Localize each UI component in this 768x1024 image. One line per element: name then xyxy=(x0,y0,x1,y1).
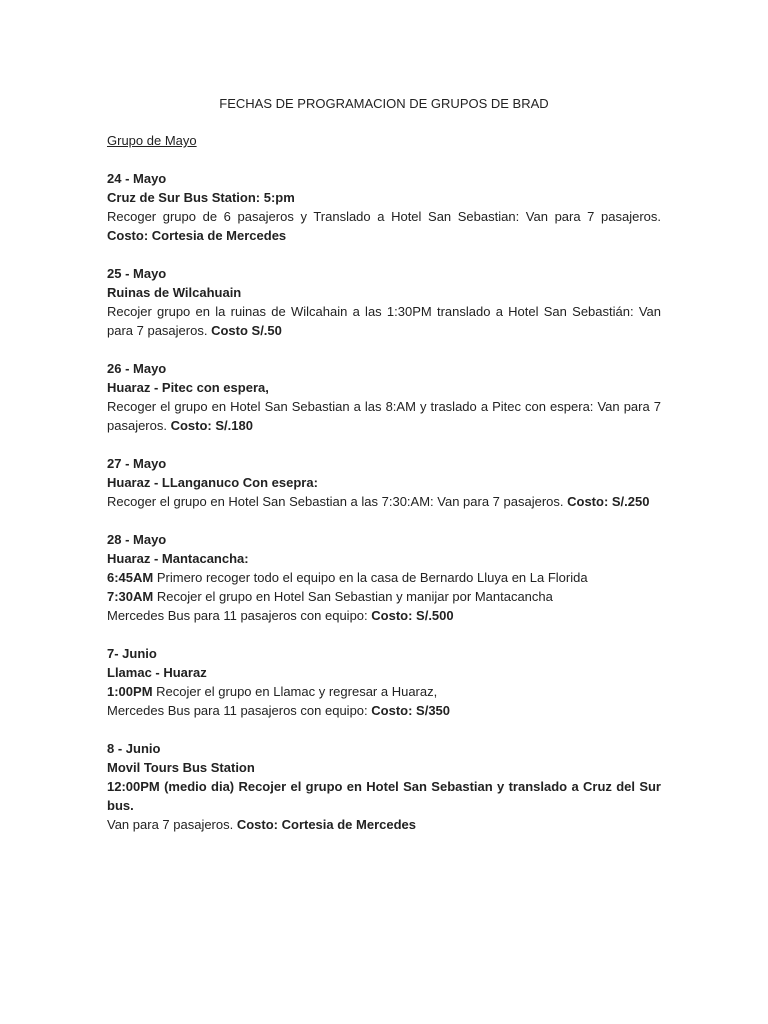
schedule-entry xyxy=(107,739,661,834)
entry-place: Movil Tours Bus Station xyxy=(107,760,255,775)
entry-text: Recoger grupo de 6 pasajeros y Translado a Hotel San Sebastian: Van para 7 pasajeros. xyxy=(107,209,661,224)
entry-description xyxy=(107,207,661,245)
entry-step xyxy=(107,568,661,587)
entry-text: Recoger el grupo en Hotel San Sebastian a las 8:AM y traslado a Pitec con espera: Van para 7 pasajeros. xyxy=(107,399,661,433)
entry-date: 28 - Mayo xyxy=(107,532,167,547)
entry-text: Primero recoger todo el equipo en la casa de Bernardo Lluya en La Florida xyxy=(153,570,588,585)
entry-text: Recoger el grupo en Hotel San Sebastian a las 7:30:AM: Van para 7 pasajeros. xyxy=(107,494,568,509)
entry-cost: Costo: Cortesia de Mercedes xyxy=(236,817,417,832)
group-title: Grupo de Mayo xyxy=(107,133,197,148)
entry-place: Ruinas de Wilcahuain xyxy=(107,285,242,300)
entry-description xyxy=(107,302,661,340)
entry-bold-description: 12:00PM (medio dia) Recojer el grupo en Hotel San Sebastian y translado a Cruz del Sur bus. xyxy=(107,779,661,813)
entry-time: 6:45AM xyxy=(107,570,154,585)
entry-text: Van para 7 pasajeros. xyxy=(107,817,237,832)
entry-text: Recojer el grupo en Hotel San Sebastian y manijar por Mantacancha xyxy=(153,589,553,604)
entry-place: Cruz de Sur Bus Station: 5:pm xyxy=(107,190,295,205)
entry-cost: Costo: S/350 xyxy=(371,703,451,718)
entry-date: 24 - Mayo xyxy=(107,171,167,186)
entry-step xyxy=(107,682,661,701)
entry-time: 7:30AM xyxy=(107,589,154,604)
entry-date: 7- Junio xyxy=(107,646,157,661)
schedule-entry xyxy=(107,454,661,511)
entry-place: Huaraz - Mantacancha: xyxy=(107,551,249,566)
entry-place: Huaraz - Pitec con espera, xyxy=(107,380,269,395)
entry-text: Mercedes Bus para 11 pasajeros con equipo: xyxy=(107,703,372,718)
entry-place: Llamac - Huaraz xyxy=(107,665,207,680)
entry-cost: Costo: S/.180 xyxy=(170,418,253,433)
entry-place: Huaraz - LLanganuco Con esepra: xyxy=(107,475,318,490)
entry-description xyxy=(107,492,661,511)
entry-text: Recojer el grupo en Llamac y regresar a Huaraz, xyxy=(152,684,438,699)
schedule-entry xyxy=(107,530,661,625)
schedule-entry xyxy=(107,264,661,340)
schedule-entry xyxy=(107,359,661,435)
entry-date: 8 - Junio xyxy=(107,741,161,756)
entry-date: 27 - Mayo xyxy=(107,456,167,471)
entry-cost: Costo: S/.250 xyxy=(567,494,650,509)
entry-text: Mercedes Bus para 11 pasajeros con equipo: xyxy=(107,608,372,623)
document-page xyxy=(107,94,661,853)
entry-description xyxy=(107,815,661,834)
entry-time: 1:00PM xyxy=(107,684,153,699)
entry-date: 26 - Mayo xyxy=(107,361,167,376)
schedule-entry xyxy=(107,169,661,245)
schedule-entry xyxy=(107,644,661,720)
entry-description xyxy=(107,606,661,625)
entry-text: Recojer grupo en la ruinas de Wilcahain a las 1:30PM translado a Hotel San Sebastián: Van para 7 pasajeros. xyxy=(107,304,661,338)
entry-cost: Costo: S/.500 xyxy=(371,608,454,623)
entry-cost: Costo S/.50 xyxy=(211,323,282,338)
entry-cost: Costo: Cortesia de Mercedes xyxy=(107,228,287,243)
entry-step xyxy=(107,587,661,606)
entry-date: 25 - Mayo xyxy=(107,266,167,281)
document-title: FECHAS DE PROGRAMACION DE GRUPOS DE BRAD xyxy=(219,96,549,111)
entry-description xyxy=(107,701,661,720)
entry-description xyxy=(107,397,661,435)
